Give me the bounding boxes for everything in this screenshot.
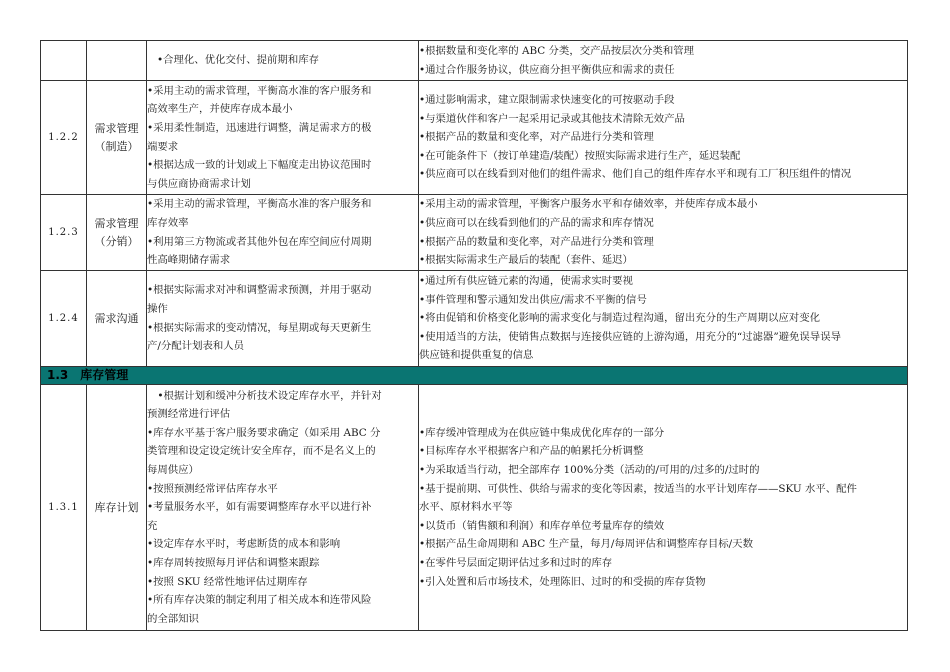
practice-line: 性高峰期储存需求 bbox=[147, 254, 231, 267]
practice-line: •考量服务水平，如有需要调整库存水平以进行补 bbox=[147, 501, 372, 514]
practice-line: 与供应商协商需求计划 bbox=[147, 177, 251, 190]
best-practice-line: •供应商可以在线看到他们的产品的需求和库存情况 bbox=[419, 216, 654, 229]
row-category bbox=[87, 81, 147, 195]
best-practice-line: •为采取适当行动，把全部库存 100%分类（活动的/可用的/过多的/过时的 bbox=[419, 464, 760, 477]
practice-line: 产/分配计划表和人员 bbox=[147, 340, 245, 353]
category-line: 需求管理 bbox=[94, 121, 139, 135]
category-line: 库存计划 bbox=[94, 500, 139, 514]
table-row bbox=[41, 385, 908, 631]
practice-line: 充 bbox=[147, 519, 158, 532]
practice-line: 预测经常进行评估 bbox=[147, 408, 231, 421]
practice-cell bbox=[147, 41, 419, 81]
practice-line: •按照预测经常评估库存水平 bbox=[147, 482, 278, 495]
category-line: 需求沟通 bbox=[94, 311, 139, 325]
row-number: 1.3.1 bbox=[41, 385, 87, 631]
practice-line: •合理化、优化交付、提前期和库存 bbox=[157, 54, 319, 67]
maturity-table bbox=[40, 40, 908, 631]
category-line: （制造） bbox=[94, 139, 139, 153]
row-category bbox=[87, 271, 147, 367]
row-number: 1.2.3 bbox=[41, 195, 87, 271]
best-practice-line: •通过所有供应链元素的沟通，使需求实时要视 bbox=[419, 275, 633, 288]
best-practice-line: •与渠道伙伴和客户一起采用记录或其他技术清除无效产品 bbox=[419, 112, 685, 125]
practice-line: 每周供应） bbox=[147, 464, 199, 477]
practice-line: •所有库存决策的制定利用了相关成本和连带风险 bbox=[147, 594, 372, 607]
practice-line: 类管理和设定设定统计安全库存，而不是名义上的 bbox=[147, 445, 376, 458]
best-practice-line: •以货币（销售额和利润）和库存单位考量库存的绩效 bbox=[419, 519, 665, 532]
best-practice-line: •根据数量和变化率的 ABC 分类，交产品按层次分类和管理 bbox=[419, 44, 694, 57]
table-row bbox=[41, 195, 908, 271]
row-number: 1.2.2 bbox=[41, 81, 87, 195]
best-practice-cell bbox=[419, 81, 908, 195]
row-category bbox=[87, 385, 147, 631]
section-header-row bbox=[41, 367, 908, 385]
practice-cell bbox=[147, 271, 419, 367]
practice-line: •根据实际需求的变动情况，每星期或每天更新生 bbox=[147, 321, 372, 334]
best-practice-line: •供应商可以在线看到对他们的组件需求、他们自己的组件库存水平和现有工厂积压组件的情况 bbox=[419, 168, 852, 181]
best-practice-line: •在可能条件下（按订单建造/装配）按照实际需求进行生产，延迟装配 bbox=[419, 149, 741, 162]
best-practice-line: •库存缓冲管理成为在供应链中集成优化库存的一部分 bbox=[419, 426, 665, 439]
practice-line: 的全部知识 bbox=[147, 612, 199, 625]
section-number: 1.3 bbox=[47, 368, 69, 382]
best-practice-line: •使用适当的方法，使销售点数据与连接供应链的上游沟通，用充分的“过滤器”避免误导误导 bbox=[419, 330, 841, 343]
row-category bbox=[87, 41, 147, 81]
table-row bbox=[41, 41, 908, 81]
practice-line: •采用柔性制造，迅速进行调整，满足需求方的极 bbox=[147, 121, 372, 134]
best-practice-line: •根据产品生命周期和 ABC 生产量，每月/每周评估和调整库存目标/天数 bbox=[419, 538, 753, 551]
practice-line: •根据计划和缓冲分析技术设定库存水平，并针对 bbox=[147, 389, 382, 402]
practice-cell bbox=[147, 195, 419, 271]
section-title: 库存管理 bbox=[80, 368, 129, 382]
practice-line: •根据达成一致的计划或上下幅度走出协议范围时 bbox=[147, 159, 372, 172]
best-practice-line: •将由促销和价格变化影响的需求变化与制造过程沟通，留出充分的生产周期以应对变化 bbox=[419, 312, 820, 325]
practice-line: •利用第三方物流或者其他外包在库空间应付周期 bbox=[147, 235, 372, 248]
practice-line: •库存水平基于客户服务要求确定（如采用 ABC 分 bbox=[147, 426, 381, 439]
practice-line: 库存效率 bbox=[147, 216, 189, 229]
best-practice-line: •根据实际需求生产最后的装配（套件、延迟） bbox=[419, 254, 633, 267]
practice-line: •采用主动的需求管理，平衡高水准的客户服务和 bbox=[147, 84, 372, 97]
section-header bbox=[41, 367, 908, 385]
best-practice-line: •采用主动的需求管理，平衡客户服务水平和存储效率，并使库存成本最小 bbox=[419, 198, 758, 211]
best-practice-line: •引入处置和后市场技术，处理陈旧、过时的和受损的库存货物 bbox=[419, 575, 706, 588]
practice-line: 端要求 bbox=[147, 140, 179, 153]
best-practice-cell bbox=[419, 385, 908, 631]
best-practice-line: •目标库存水平根据客户和产品的帕累托分析调整 bbox=[419, 445, 644, 458]
category-line: 需求管理 bbox=[94, 216, 139, 230]
best-practice-line: •根据产品的数量和变化率，对产品进行分类和管理 bbox=[419, 131, 654, 144]
row-number: 1.2.4 bbox=[41, 271, 87, 367]
best-practice-line: 供应链和提供重复的信息 bbox=[419, 349, 534, 362]
practice-line: 高效率生产，并使库存成本最小 bbox=[147, 103, 293, 116]
best-practice-line: •通过影响需求，建立限制需求快速变化的可按驱动手段 bbox=[419, 94, 675, 107]
best-practice-line: •在零件号层面定期评估过多和过时的库存 bbox=[419, 556, 613, 569]
best-practice-cell bbox=[419, 195, 908, 271]
practice-cell bbox=[147, 385, 419, 631]
table-row bbox=[41, 271, 908, 367]
best-practice-line: •根据产品的数量和变化率，对产品进行分类和管理 bbox=[419, 235, 654, 248]
best-practice-line: 水平、原材料水平等 bbox=[419, 501, 513, 514]
category-line: （分销） bbox=[94, 234, 139, 248]
practice-line: •按照 SKU 经常性地评估过期库存 bbox=[147, 575, 308, 588]
best-practice-cell bbox=[419, 41, 908, 81]
practice-cell bbox=[147, 81, 419, 195]
table-row bbox=[41, 81, 908, 195]
best-practice-line: •通过合作服务协议，供应商分担平衡供应和需求的责任 bbox=[419, 63, 675, 76]
row-category bbox=[87, 195, 147, 271]
best-practice-line: •事件管理和警示通知发出供应/需求不平衡的信号 bbox=[419, 293, 647, 306]
practice-line: •设定库存水平时，考虑断货的成本和影响 bbox=[147, 538, 341, 551]
practice-line: 操作 bbox=[147, 302, 168, 315]
practice-line: •采用主动的需求管理，平衡高水准的客户服务和 bbox=[147, 198, 372, 211]
row-number bbox=[41, 41, 87, 81]
best-practice-cell bbox=[419, 271, 908, 367]
practice-line: •库存周转按照每月评估和调整来跟踪 bbox=[147, 556, 320, 569]
practice-line: •根据实际需求对冲和调整需求预测，并用于驱动 bbox=[147, 284, 372, 297]
best-practice-line: •基于提前期、可供性、供给与需求的变化等因素，按适当的水平计划库存——SKU 水平、配件 bbox=[419, 482, 857, 495]
